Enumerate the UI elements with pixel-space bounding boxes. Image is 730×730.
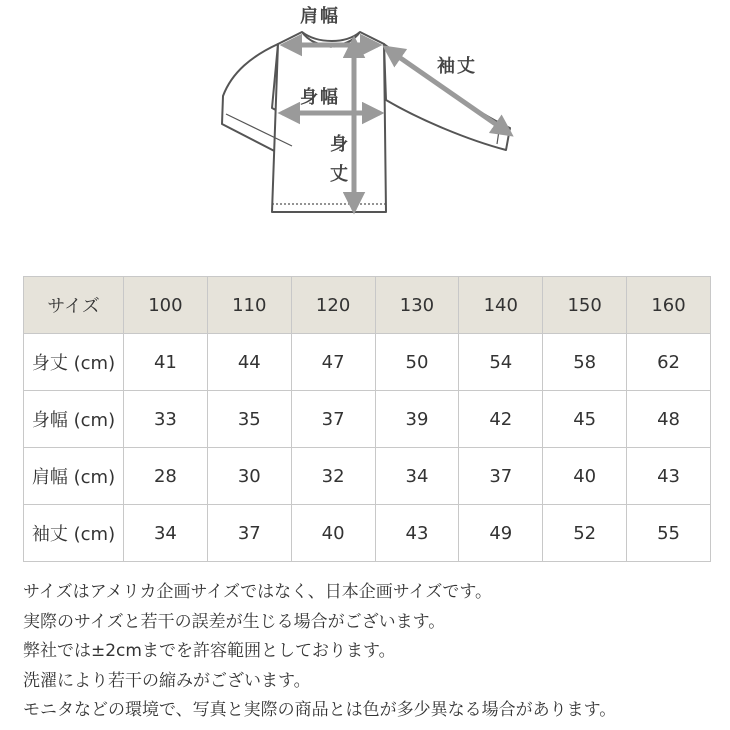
size-header-label: サイズ <box>24 277 124 334</box>
table-cell: 49 <box>459 505 543 562</box>
table-cell: 45 <box>543 391 627 448</box>
chest-label: 身幅 <box>300 87 340 108</box>
table-row <box>24 334 711 391</box>
table-cell: 48 <box>627 391 711 448</box>
table-cell: 39 <box>375 391 459 448</box>
table-cell: 37 <box>291 391 375 448</box>
table-cell: 58 <box>543 334 627 391</box>
table-row <box>24 391 711 448</box>
length-label-top: 身 <box>330 134 350 155</box>
length-label-bottom: 丈 <box>330 164 350 185</box>
table-cell: 37 <box>207 505 291 562</box>
shoulder-label: 肩幅 <box>300 6 340 27</box>
table-header-row <box>24 277 711 334</box>
table-cell: 50 <box>375 334 459 391</box>
table-cell: 28 <box>124 448 208 505</box>
size-header: 120 <box>291 277 375 334</box>
table-cell: 43 <box>375 505 459 562</box>
table-cell: 30 <box>207 448 291 505</box>
table-cell: 37 <box>459 448 543 505</box>
size-header: 140 <box>459 277 543 334</box>
table-cell: 32 <box>291 448 375 505</box>
size-header: 150 <box>543 277 627 334</box>
size-header: 130 <box>375 277 459 334</box>
table-cell: 35 <box>207 391 291 448</box>
note-line: モニタなどの環境で、写真と実際の商品とは色が多少異なる場合があります。 <box>23 700 617 720</box>
table-cell: 54 <box>459 334 543 391</box>
table-cell: 55 <box>627 505 711 562</box>
table-cell: 47 <box>291 334 375 391</box>
row-label: 身丈 (cm) <box>24 334 124 391</box>
table-cell: 62 <box>627 334 711 391</box>
table-row <box>24 448 711 505</box>
table-cell: 42 <box>459 391 543 448</box>
row-label: 肩幅 (cm) <box>24 448 124 505</box>
note-line: 弊社では±2cmまでを許容範囲としております。 <box>23 641 396 661</box>
table-cell: 40 <box>543 448 627 505</box>
table-cell: 44 <box>207 334 291 391</box>
table-cell: 34 <box>124 505 208 562</box>
notes <box>23 578 723 726</box>
note-line: 実際のサイズと若干の誤差が生じる場合がございます。 <box>23 611 446 632</box>
garment-measurement-diagram <box>0 0 730 230</box>
row-label: 袖丈 (cm) <box>24 505 124 562</box>
size-header: 110 <box>207 277 291 334</box>
table-cell: 33 <box>124 391 208 448</box>
size-header: 160 <box>627 277 711 334</box>
table-row <box>24 505 711 562</box>
size-table <box>23 276 711 562</box>
row-label: 身幅 (cm) <box>24 391 124 448</box>
sleeve-label: 袖丈 <box>437 56 477 77</box>
table-cell: 41 <box>124 334 208 391</box>
table-cell: 34 <box>375 448 459 505</box>
table-cell: 40 <box>291 505 375 562</box>
table-cell: 52 <box>543 505 627 562</box>
table-cell: 43 <box>627 448 711 505</box>
note-line: サイズはアメリカ企画サイズではなく、日本企画サイズです。 <box>23 582 493 602</box>
note-line: 洗濯により若干の縮みがございます。 <box>23 670 311 691</box>
size-header: 100 <box>124 277 208 334</box>
